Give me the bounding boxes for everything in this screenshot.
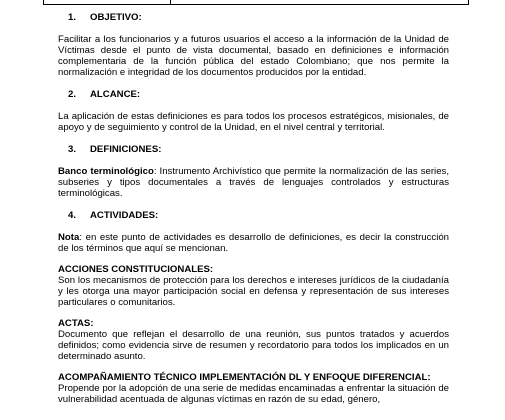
section-number: 3. xyxy=(68,144,77,155)
note-text: : en este punto de actividades es desarrollo de definiciones, es decir la construcción de los términos que aquí se mencionan. xyxy=(58,232,449,254)
definition-term-acciones: ACCIONES CONSTITUCIONALES: xyxy=(58,264,214,275)
definition-text: : Instrumento Archivístico que permite la normalización de las series, subseries y tipos documentales a través de lenguajes controlados y estructuras terminológicas. xyxy=(58,166,449,199)
section-body-definiciones xyxy=(58,166,449,199)
table-cell-divider xyxy=(43,0,44,5)
section-body-objetivo: Facilitar a los funcionarios y a futuros usuarios el acceso a la información de la Unidad de Víctimas desde el punto de vista documental, basado en definiciones e información complementaria de la función pública del estado Colombiano; que nos permite la normalización e integridad de los documentos producidos por la entidad. xyxy=(58,34,449,78)
section-number: 1. xyxy=(68,12,77,23)
section-title: DEFINICIONES: xyxy=(90,144,162,155)
section-number: 4. xyxy=(68,210,77,221)
section-heading-alcance xyxy=(58,89,449,100)
definition-body-actas: Documento que reflejan el desarrollo de una reunión, sus puntos tratados y acuerdos definidos; como evidencia sirve de resumen y recordatorio para todos los implicados en un determinado asunto. xyxy=(58,329,449,362)
definition-term: Banco terminológico xyxy=(58,166,154,177)
table-bottom-border xyxy=(0,0,505,5)
section-body-alcance: La aplicación de estas definiciones es para todos los procesos estratégicos, misionales, de apoyo y de seguimiento y control de la Unidad, en el nivel central y territorial. xyxy=(58,111,449,133)
section-title: OBJETIVO: xyxy=(90,12,142,23)
definition-term-acompanamiento: ACOMPAÑAMIENTO TÉCNICO IMPLEMENTACIÓN DL Y ENFOQUE DIFERENCIAL: xyxy=(58,372,431,383)
section-heading-actividades xyxy=(58,210,449,221)
table-rule xyxy=(43,4,469,5)
activities-note xyxy=(58,232,449,254)
definition-body-acciones: Son los mecanismos de protección para los derechos e intereses jurídicos de la ciudadanía y les otorga una mayor participación social en defensa y representación de sus intereses particulares o comunitarios. xyxy=(58,275,449,308)
header-fragment xyxy=(455,0,492,1)
definition-body-acompanamiento: Propende por la adopción de una serie de medidas encaminadas a enfrentar la situación de vulnerabilidad acentuada de algunas víctimas en razón de su edad, género, xyxy=(58,383,449,405)
table-cell-divider xyxy=(170,0,171,5)
section-heading-definiciones xyxy=(58,144,449,155)
definition-term-actas: ACTAS: xyxy=(58,318,94,329)
section-title: ALCANCE: xyxy=(90,89,141,100)
section-heading-objetivo xyxy=(58,12,449,23)
document-body xyxy=(58,12,449,405)
note-label: Nota xyxy=(58,232,80,243)
section-title: ACTIVIDADES: xyxy=(90,210,159,221)
section-number: 2. xyxy=(68,89,77,100)
